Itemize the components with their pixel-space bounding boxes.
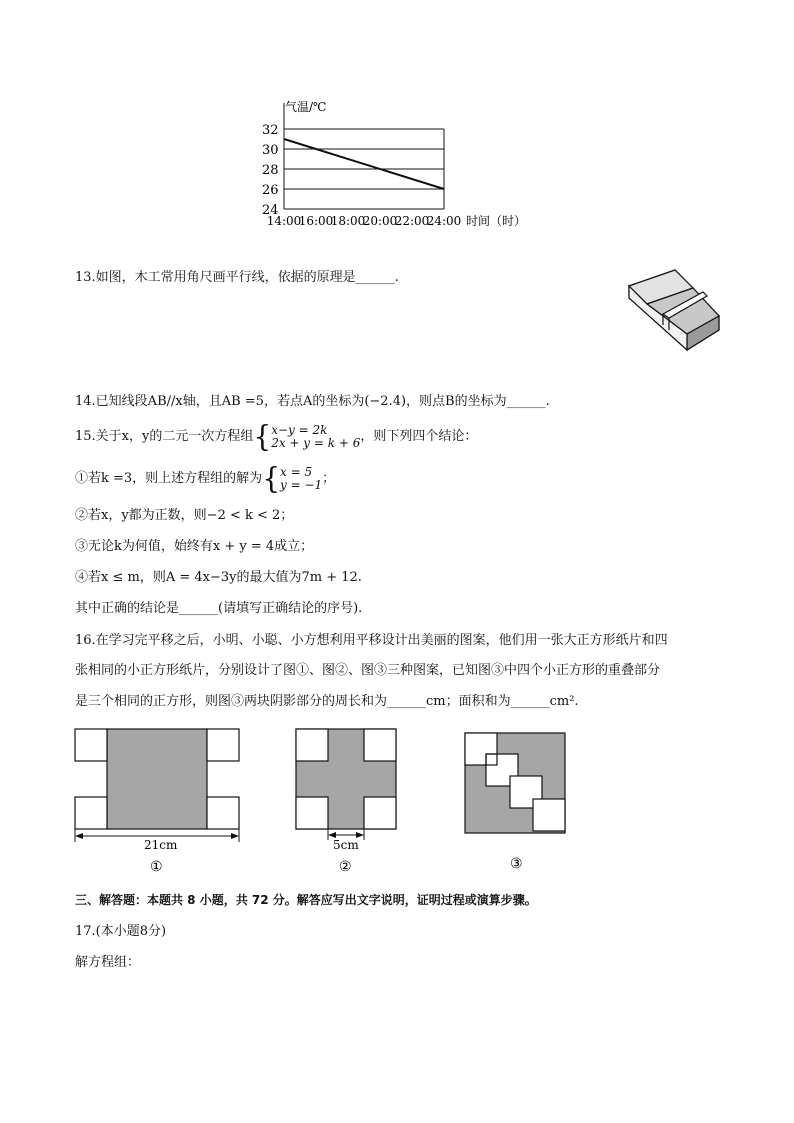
temperature-line bbox=[284, 139, 444, 189]
question-17-text: 解方程组： bbox=[75, 955, 141, 970]
figure-1-label: ① bbox=[150, 859, 163, 875]
question-17-title: 17.(本小题8分) bbox=[75, 924, 167, 939]
y-tick-label: 28 bbox=[262, 163, 279, 178]
question-14: 14.已知线段AB//x轴，且AB =5，若点A的坐标为(−2.4)，则点B的坐标为______. bbox=[75, 394, 550, 409]
y-tick-label: 30 bbox=[262, 143, 279, 158]
solution-system: x = 5 y = −1 bbox=[280, 464, 323, 492]
x-tick-label: 20:00 bbox=[362, 214, 398, 228]
question-16-line-2: 张相同的小正方形纸片，分别设计了图①、图②、图③三种图案，已知图③中四个小正方形的重叠部分 bbox=[75, 663, 661, 678]
chart-grid bbox=[284, 129, 444, 209]
question-15-conclusion-4: ④若x ≤ m，则A = 4x−3y的最大值为7m + 12. bbox=[75, 570, 362, 585]
figure-1 bbox=[72, 726, 244, 876]
y-tick-label: 24 bbox=[262, 203, 279, 218]
question-16-line-1: 16.在学习完平移之后，小明、小聪、小方想利用平移设计出美丽的图案，他们用一张大正方形纸片和四 bbox=[75, 633, 668, 648]
x-axis-label: 时间（时） bbox=[466, 214, 527, 228]
question-15-conclusion-3: ③无论k为何值，始终有x + y = 4成立； bbox=[75, 539, 314, 554]
question-15-answer: 其中正确的结论是______(请填写正确结论的序号). bbox=[75, 601, 363, 616]
x-tick-label: 18:00 bbox=[330, 214, 366, 228]
figure-2 bbox=[293, 726, 403, 876]
figure-3-label: ③ bbox=[510, 856, 523, 872]
figure-1-dimension: 21cm bbox=[144, 838, 178, 852]
figure-3 bbox=[462, 730, 572, 875]
equation-system: x−y = 2k 2x + y = k + 6 bbox=[271, 422, 361, 450]
x-tick-label: 22:00 bbox=[394, 214, 430, 228]
carpenter-square-figure bbox=[627, 268, 723, 354]
question-16-line-3: 是三个相同的正方形，则图③两块阴影部分的周长和为______cm；面积和为______cm². bbox=[75, 694, 579, 709]
y-tick-label: 32 bbox=[262, 123, 279, 138]
section-3-heading: 三、解答题：本题共 8 小题，共 72 分。解答应写出文字说明，证明过程或演算步骤。 bbox=[75, 893, 537, 907]
temperature-chart bbox=[255, 95, 545, 230]
question-13: 13.如图，木工常用角尺画平行线，依据的原理是______. bbox=[75, 270, 399, 285]
x-tick-label: 16:00 bbox=[298, 214, 334, 228]
figure-2-label: ② bbox=[339, 859, 352, 875]
x-tick-label: 14:00 bbox=[266, 214, 302, 228]
y-tick-label: 26 bbox=[262, 183, 279, 198]
figure-2-dimension: 5cm bbox=[333, 838, 359, 852]
x-tick-label: 24:00 bbox=[426, 214, 462, 228]
question-15-conclusion-1: ①若k =3，则上述方程组的解为{x = 5 y = −1； bbox=[75, 460, 336, 496]
question-15-stem: 15.关于x，y的二元一次方程组{x−y = 2k 2x + y = k + 6，则下列四个结论： bbox=[75, 418, 478, 454]
question-15-conclusion-2: ②若x，y都为正数，则−2 < k < 2； bbox=[75, 508, 294, 523]
y-axis-label: 气温/℃ bbox=[285, 100, 327, 114]
